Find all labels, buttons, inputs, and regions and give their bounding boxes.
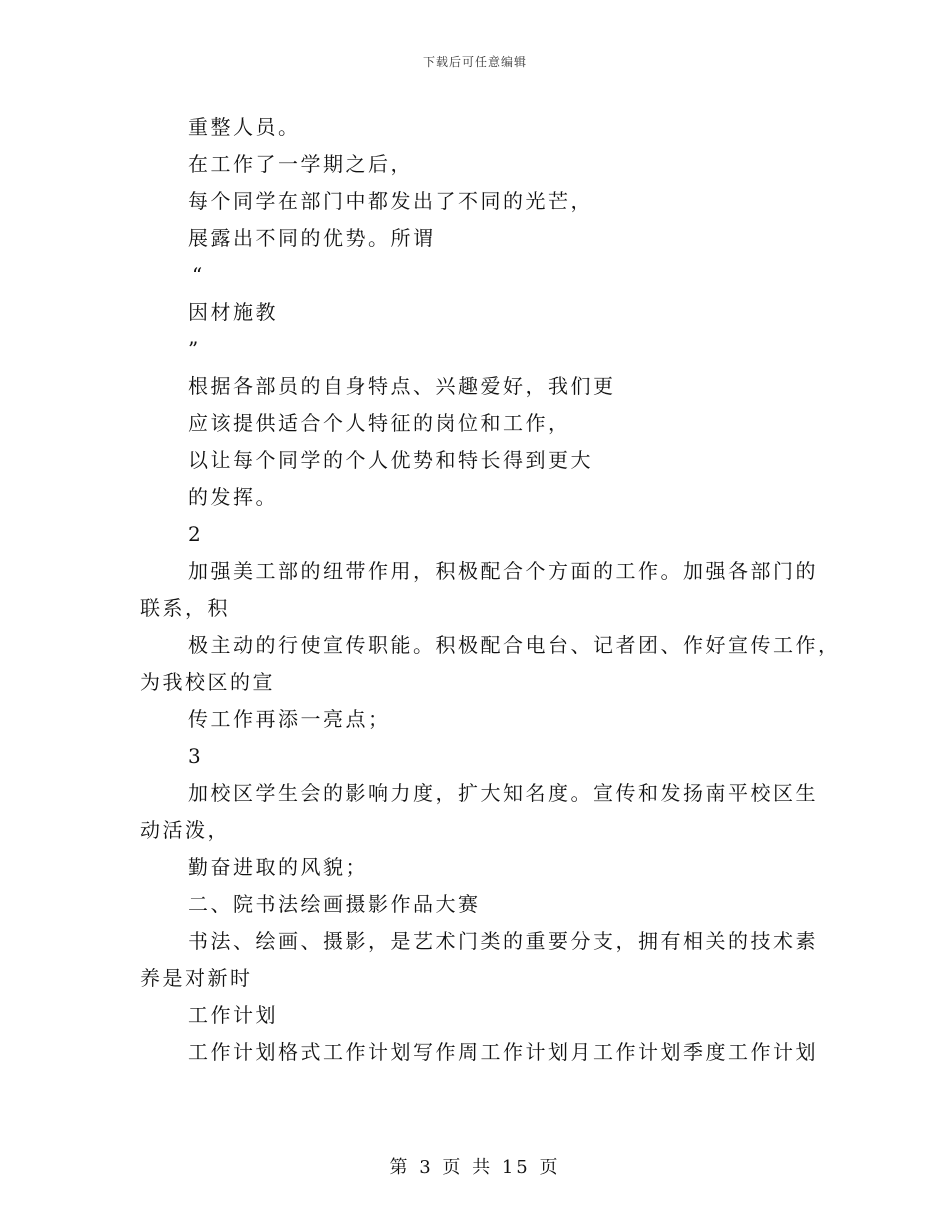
text-line: 书法、绘画、摄影，是艺术门类的重要分支，拥有相关的技术素 <box>188 929 818 953</box>
section-heading: 二、院书法绘画摄影作品大赛 <box>188 892 481 916</box>
page-number-footer: 第 3 页 共 15 页 <box>389 1157 561 1178</box>
text-line: 以让每个同学的个人优势和特长得到更大 <box>188 448 593 472</box>
text-line: 为我校区的宣 <box>140 670 275 694</box>
page-header-note: 下载后可任意编辑 <box>422 55 527 69</box>
text-line: 动活泼， <box>140 818 230 842</box>
text-line: 每个同学在部门中都发出了不同的光芒， <box>188 189 593 213</box>
text-line: 应该提供适合个人特征的岗位和工作， <box>188 411 571 435</box>
text-line: 勤奋进取的风貌； <box>188 855 368 879</box>
text-line: 展露出不同的优势。所谓 <box>188 226 436 250</box>
text-line: 加校区学生会的影响力度，扩大知名度。宣传和发扬南平校区生 <box>188 781 818 805</box>
text-line: 工作计划格式工作计划写作周工作计划月工作计划季度工作计划 <box>188 1040 818 1064</box>
text-line: 重整人员。 <box>188 115 301 139</box>
text-line: 在工作了一学期之后， <box>188 152 413 176</box>
list-number: 2 <box>188 522 204 546</box>
text-line: 联系，积 <box>140 596 230 620</box>
text-line: 因材施教 <box>188 300 278 324</box>
close-quote-mark: ” <box>188 337 201 361</box>
text-line: 工作计划 <box>188 1003 278 1027</box>
text-line: 极主动的行使宣传职能。积极配合电台、记者团、作好宣传工作， <box>188 633 841 657</box>
open-quote-mark: “ <box>192 263 205 287</box>
list-number: 3 <box>188 744 204 768</box>
text-line: 传工作再添一亮点； <box>188 707 391 731</box>
text-line: 根据各部员的自身特点、兴趣爱好，我们更 <box>188 374 616 398</box>
text-line: 的发挥。 <box>188 485 278 509</box>
text-line: 加强美工部的纽带作用，积极配合个方面的工作。加强各部门的 <box>188 559 818 583</box>
text-line: 养是对新时 <box>140 966 253 990</box>
